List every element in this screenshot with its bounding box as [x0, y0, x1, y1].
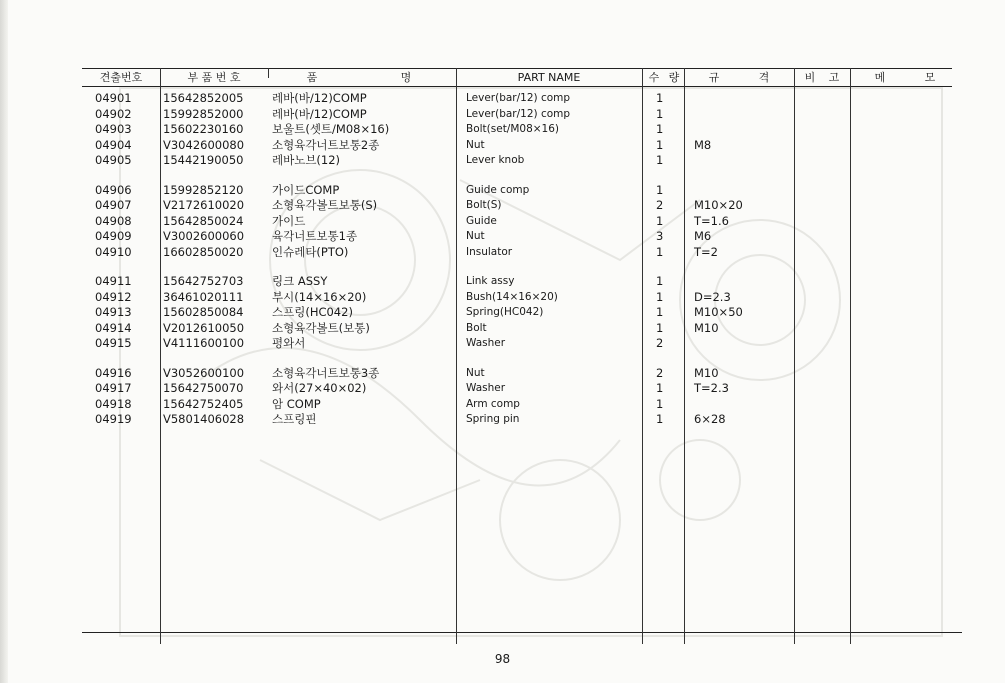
cell-part-no: V4111600100 — [163, 336, 245, 350]
header-name-ko-2: 명 — [400, 71, 412, 84]
cell-part-no: V2012610050 — [163, 320, 245, 335]
cell-part-no: V5801406028 — [163, 412, 245, 426]
cell-name-ko: 평와서 — [272, 336, 306, 350]
cell-name-ko: 링크 ASSY — [272, 274, 328, 288]
cell-part-no: V2172610020 — [163, 198, 245, 212]
cell-name-ko: 가이드COMP — [272, 182, 340, 197]
cell-serial: 04909 — [95, 229, 132, 243]
cell-part-name: Link assy — [466, 275, 515, 287]
cell-serial: 04914 — [95, 320, 132, 335]
cell-name-ko: 레바(바/12)COMP — [272, 106, 367, 121]
column-divider — [456, 68, 457, 644]
cell-qty: 2 — [656, 365, 664, 380]
cell-serial: 04911 — [95, 274, 132, 288]
cell-part-name: Bolt(set/M08×16) — [466, 123, 560, 135]
cell-serial: 04904 — [95, 137, 132, 152]
header-spec-2: 격 — [758, 71, 770, 84]
cell-name-ko: 레바(바/12)COMP — [272, 91, 367, 105]
cell-part-no: 16602850020 — [163, 244, 244, 259]
cell-qty: 1 — [656, 91, 664, 105]
cell-serial: 04913 — [95, 305, 132, 319]
cell-part-no: 15992852000 — [163, 106, 244, 121]
cell-part-no: V3042600080 — [163, 137, 245, 152]
cell-name-ko: 부시(14×16×20) — [272, 289, 367, 304]
cell-spec: M10 — [694, 365, 719, 380]
cell-qty: 1 — [656, 153, 664, 167]
cell-qty: 1 — [656, 122, 664, 136]
cell-name-ko: 와서(27×40×02) — [272, 381, 367, 395]
cell-part-name: Lever knob — [466, 154, 525, 166]
cell-serial: 04902 — [95, 106, 132, 121]
header-remark-1: 비 — [804, 71, 816, 84]
cell-spec: M10×50 — [694, 305, 743, 319]
scan-edge — [0, 0, 8, 683]
header-qty-1: 수 — [648, 71, 660, 84]
table-top-rule — [82, 68, 952, 69]
cell-part-name: Nut — [466, 230, 485, 242]
cell-part-no: 15992852120 — [163, 182, 244, 197]
cell-qty: 1 — [656, 305, 664, 319]
cell-part-name: Lever(bar/12) comp — [466, 92, 571, 104]
cell-qty: 1 — [656, 412, 664, 426]
cell-qty: 1 — [656, 137, 664, 152]
cell-spec: M8 — [694, 137, 712, 152]
cell-name-ko: 인슈레타(PTO) — [272, 244, 349, 259]
cell-serial: 04910 — [95, 244, 132, 259]
cell-part-name: Lever(bar/12) comp — [466, 107, 571, 120]
column-divider — [268, 68, 269, 78]
cell-serial: 04912 — [95, 289, 132, 304]
column-divider — [642, 68, 643, 644]
cell-qty: 3 — [656, 229, 664, 243]
cell-name-ko: 스프링(HC042) — [272, 305, 353, 319]
header-memo-2: 모 — [924, 71, 936, 84]
cell-spec: D=2.3 — [694, 289, 731, 304]
cell-part-name: Washer — [466, 382, 506, 394]
cell-serial: 04915 — [95, 336, 132, 350]
cell-part-name: Spring pin — [466, 413, 520, 425]
cell-spec: M10 — [694, 320, 719, 335]
cell-part-name: Nut — [466, 366, 485, 379]
cell-name-ko: 보울트(셋트/M08×16) — [272, 122, 390, 136]
cell-serial: 04916 — [95, 365, 132, 380]
header-qty-2: 량 — [668, 71, 680, 84]
cell-serial: 04906 — [95, 182, 132, 197]
cell-part-name: Washer — [466, 337, 506, 349]
cell-spec: T=2 — [694, 244, 718, 259]
cell-part-no: 15642752703 — [163, 274, 244, 288]
header-memo-1: 메 — [874, 71, 886, 84]
cell-spec: M10×20 — [694, 198, 743, 212]
cell-part-name: Spring(HC042) — [466, 306, 544, 318]
cell-qty: 2 — [656, 336, 664, 350]
cell-spec: T=1.6 — [694, 213, 729, 228]
cell-name-ko: 레바노브(12) — [272, 153, 341, 167]
cell-part-no: 15642850024 — [163, 213, 244, 228]
cell-serial: 04907 — [95, 198, 132, 212]
cell-part-name: Arm comp — [466, 397, 520, 410]
cell-name-ko: 가이드 — [272, 213, 306, 228]
cell-part-name: Bush(14×16×20) — [466, 290, 558, 303]
column-divider — [160, 68, 161, 644]
cell-part-no: 15642750070 — [163, 381, 244, 395]
cell-spec: 6×28 — [694, 412, 726, 426]
cell-part-no: 15442190050 — [163, 153, 244, 167]
header-spec-1: 규 — [708, 71, 720, 84]
cell-name-ko: 암 COMP — [272, 396, 321, 411]
cell-part-no: 15602850084 — [163, 305, 244, 319]
cell-part-no: 15642852005 — [163, 91, 244, 105]
cell-qty: 1 — [656, 289, 664, 304]
cell-qty: 1 — [656, 396, 664, 411]
header-part-name: PART NAME — [517, 71, 581, 84]
header-name-ko-1: 품 — [306, 71, 318, 84]
cell-name-ko: 스프링핀 — [272, 412, 317, 426]
header-serial: 견출번호 — [99, 71, 143, 84]
cell-part-no: 15602230160 — [163, 122, 244, 136]
cell-name-ko: 소형육각볼트(보통) — [272, 320, 370, 335]
cell-name-ko: 육각너트보통1종 — [272, 229, 358, 243]
cell-part-name: Guide — [466, 214, 497, 227]
cell-serial: 04918 — [95, 396, 132, 411]
cell-name-ko: 소형육각너트보통3종 — [272, 365, 380, 380]
cell-part-name: Nut — [466, 138, 485, 151]
cell-part-no: V3002600060 — [163, 229, 245, 243]
cell-serial: 04903 — [95, 122, 132, 136]
cell-part-name: Bolt — [466, 321, 487, 334]
cell-qty: 1 — [656, 274, 664, 288]
column-divider — [794, 68, 795, 644]
column-divider — [850, 68, 851, 644]
cell-part-name: Insulator — [466, 245, 513, 258]
cell-serial: 04908 — [95, 213, 132, 228]
cell-spec: M6 — [694, 229, 712, 243]
cell-part-no: 36461020111 — [163, 289, 244, 304]
cell-serial: 04919 — [95, 412, 132, 426]
header-part-number: 부 품 번 호 — [187, 71, 241, 84]
header-bottom-rule — [82, 86, 952, 87]
page-number: 98 — [494, 652, 511, 666]
cell-qty: 1 — [656, 213, 664, 228]
column-divider — [684, 68, 685, 644]
cell-qty: 1 — [656, 182, 664, 197]
table-bottom-rule — [82, 632, 962, 633]
cell-name-ko: 소형육각볼트보통(S) — [272, 198, 378, 212]
cell-qty: 1 — [656, 320, 664, 335]
cell-spec: T=2.3 — [694, 381, 729, 395]
cell-serial: 04917 — [95, 381, 132, 395]
cell-qty: 1 — [656, 106, 664, 121]
header-remark-2: 고 — [828, 71, 840, 84]
cell-qty: 1 — [656, 381, 664, 395]
cell-part-no: 15642752405 — [163, 396, 244, 411]
cell-part-name: Bolt(S) — [466, 199, 502, 211]
cell-serial: 04905 — [95, 153, 132, 167]
cell-qty: 2 — [656, 198, 664, 212]
cell-part-name: Guide comp — [466, 183, 530, 196]
cell-serial: 04901 — [95, 91, 132, 105]
cell-name-ko: 소형육각너트보통2종 — [272, 137, 380, 152]
cell-qty: 1 — [656, 244, 664, 259]
cell-part-no: V3052600100 — [163, 365, 245, 380]
